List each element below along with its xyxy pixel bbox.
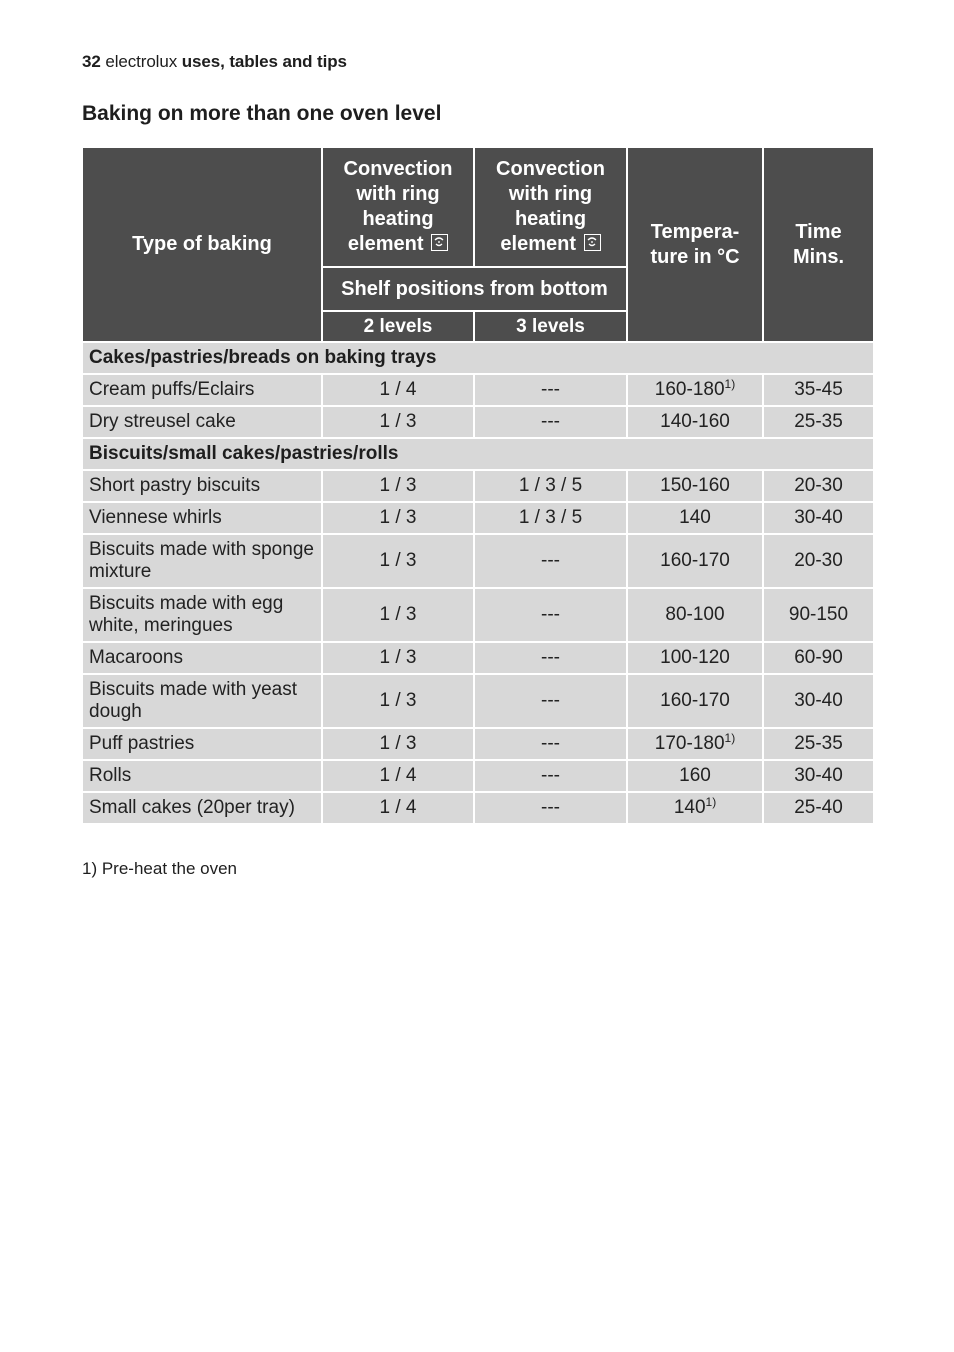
cell-time — [763, 760, 874, 792]
cell-temperature — [627, 588, 763, 642]
cell-time — [763, 406, 874, 438]
cell-time-text: 60-90 — [794, 647, 843, 668]
cell-type-of-baking-text: Small cakes (20per tray) — [89, 797, 295, 818]
cell-time — [763, 674, 874, 728]
cell-2-levels-text: 1 / 3 — [379, 690, 417, 711]
cell-temperature-text: 160-170 — [660, 550, 730, 571]
cell-type-of-baking — [82, 642, 322, 674]
cell-temperature-text: 80-100 — [665, 604, 725, 625]
table-row — [82, 642, 874, 674]
cell-type-of-baking — [82, 674, 322, 728]
cell-type-of-baking — [82, 470, 322, 502]
cell-2-levels — [322, 374, 474, 406]
cell-2-levels-text: 1 / 3 — [379, 604, 417, 625]
cell-2-levels — [322, 406, 474, 438]
cell-2-levels-text: 1 / 4 — [379, 379, 417, 400]
table-row — [82, 502, 874, 534]
cell-temperature — [627, 760, 763, 792]
cell-type-of-baking-text: Viennese whirls — [89, 507, 222, 528]
table-row — [82, 728, 874, 760]
cell-type-of-baking — [82, 374, 322, 406]
cell-3-levels-text: 1 / 3 / 5 — [518, 507, 583, 528]
cell-2-levels — [322, 534, 474, 588]
cell-3-levels-text: --- — [541, 690, 560, 711]
cell-type-of-baking — [82, 760, 322, 792]
cell-temperature-text: 140 — [679, 507, 711, 528]
table-body — [82, 342, 874, 824]
cell-temperature — [627, 502, 763, 534]
section-name: uses, tables and tips — [181, 52, 347, 71]
cell-2-levels — [322, 792, 474, 824]
cell-time-text: 30-40 — [794, 507, 843, 528]
cell-3-levels — [474, 406, 627, 438]
cell-type-of-baking-text: Dry streusel cake — [89, 411, 236, 432]
cell-3-levels — [474, 374, 627, 406]
cell-temperature — [627, 406, 763, 438]
cell-3-levels — [474, 534, 627, 588]
group-row — [82, 438, 874, 470]
cell-3-levels-text: --- — [541, 604, 560, 625]
header-2-levels: 2 levels — [322, 311, 474, 342]
cell-time-text: 25-40 — [794, 797, 843, 818]
cell-3-levels — [474, 502, 627, 534]
cell-temperature-text: 160-180 — [654, 379, 725, 400]
cell-2-levels-text: 1 / 4 — [379, 765, 417, 786]
cell-temperature-text: 140 — [673, 797, 706, 818]
cell-type-of-baking-text: Rolls — [89, 765, 132, 786]
cell-2-levels-text: 1 / 3 — [379, 507, 417, 528]
cell-temperature-text: 100-120 — [660, 647, 730, 668]
cell-temperature-text: 170-180 — [654, 733, 725, 754]
table-row — [82, 406, 874, 438]
header-temperature: Tempera-ture in °C — [627, 147, 763, 342]
footnote-marker: 1) — [724, 377, 736, 391]
cell-temperature-text: 140-160 — [660, 411, 730, 432]
cell-temperature-text: 160 — [679, 765, 711, 786]
cell-time-text: 20-30 — [794, 475, 843, 496]
header-type: Type of baking — [82, 147, 322, 342]
table-row — [82, 534, 874, 588]
cell-type-of-baking-text: Biscuits made with sponge mixture — [89, 539, 314, 582]
cell-time — [763, 374, 874, 406]
header-convection-2: Convection with ring heating element — [322, 147, 474, 267]
footnote: 1) Pre-heat the oven — [82, 859, 237, 878]
table-row — [82, 792, 874, 824]
cell-2-levels-text: 1 / 3 — [379, 411, 417, 432]
cell-3-levels-text: --- — [541, 550, 560, 571]
cell-2-levels — [322, 674, 474, 728]
cell-3-levels-text: --- — [541, 411, 560, 432]
cell-2-levels-text: 1 / 3 — [379, 550, 417, 571]
cell-type-of-baking — [82, 502, 322, 534]
fan-ring-heating-icon — [584, 234, 601, 251]
cell-time-text: 20-30 — [794, 550, 843, 571]
fan-ring-heating-icon — [431, 234, 448, 251]
cell-2-levels — [322, 728, 474, 760]
cell-type-of-baking-text: Biscuits made with yeast dough — [89, 679, 298, 722]
cell-time-text: 30-40 — [794, 765, 843, 786]
cell-temperature — [627, 470, 763, 502]
cell-2-levels — [322, 502, 474, 534]
cell-3-levels-text: --- — [541, 733, 560, 754]
cell-3-levels-text: 1 / 3 / 5 — [518, 475, 583, 496]
cell-2-levels-text: 1 / 3 — [379, 733, 417, 754]
footnote-marker: 1) — [705, 795, 717, 809]
header-convection-3: Convection with ring heating element — [474, 147, 627, 267]
cell-3-levels — [474, 760, 627, 792]
table-row — [82, 588, 874, 642]
cell-3-levels — [474, 674, 627, 728]
cell-time — [763, 642, 874, 674]
cell-type-of-baking-text: Short pastry biscuits — [89, 475, 261, 496]
cell-time-text: 35-45 — [794, 379, 843, 400]
page-header — [82, 52, 347, 72]
cell-type-of-baking-text: Macaroons — [89, 647, 183, 668]
cell-time — [763, 792, 874, 824]
cell-3-levels — [474, 728, 627, 760]
header-shelf-positions: Shelf positions from bottom — [322, 267, 627, 311]
baking-table — [81, 146, 875, 825]
cell-time-text: 25-35 — [794, 411, 843, 432]
page-title: Baking on more than one oven level — [82, 102, 442, 125]
cell-temperature-text: 150-160 — [660, 475, 730, 496]
cell-3-levels-text: --- — [541, 765, 560, 786]
group-title: Cakes/pastries/breads on baking trays — [82, 342, 874, 374]
cell-temperature — [627, 534, 763, 588]
table-row — [82, 760, 874, 792]
cell-time — [763, 588, 874, 642]
cell-type-of-baking-text: Biscuits made with egg white, meringues — [89, 593, 284, 636]
cell-temperature-text: 160-170 — [660, 690, 730, 711]
table-row — [82, 374, 874, 406]
cell-temperature — [627, 728, 763, 760]
cell-type-of-baking — [82, 728, 322, 760]
group-title: Biscuits/small cakes/pastries/rolls — [82, 438, 874, 470]
cell-type-of-baking — [82, 534, 322, 588]
footnote-marker: 1) — [724, 731, 736, 745]
group-row — [82, 342, 874, 374]
cell-type-of-baking-text: Puff pastries — [89, 733, 195, 754]
cell-type-of-baking-text: Cream puffs/Eclairs — [89, 379, 255, 400]
cell-2-levels — [322, 760, 474, 792]
cell-type-of-baking — [82, 792, 322, 824]
brand-name: electrolux — [105, 52, 178, 71]
cell-3-levels — [474, 642, 627, 674]
cell-2-levels-text: 1 / 3 — [379, 647, 417, 668]
cell-3-levels — [474, 792, 627, 824]
cell-2-levels — [322, 588, 474, 642]
cell-temperature — [627, 674, 763, 728]
cell-time-text: 25-35 — [794, 733, 843, 754]
cell-temperature — [627, 792, 763, 824]
page-number: 32 — [82, 52, 101, 71]
cell-time — [763, 728, 874, 760]
cell-time-text: 30-40 — [794, 690, 843, 711]
cell-time — [763, 502, 874, 534]
cell-type-of-baking — [82, 406, 322, 438]
cell-type-of-baking — [82, 588, 322, 642]
table-row — [82, 470, 874, 502]
table-row — [82, 674, 874, 728]
cell-2-levels — [322, 470, 474, 502]
cell-3-levels — [474, 470, 627, 502]
cell-2-levels — [322, 642, 474, 674]
cell-3-levels-text: --- — [541, 647, 560, 668]
cell-time-text: 90-150 — [788, 604, 849, 625]
header-3-levels: 3 levels — [474, 311, 627, 342]
cell-time — [763, 534, 874, 588]
cell-3-levels — [474, 588, 627, 642]
cell-temperature — [627, 374, 763, 406]
cell-temperature — [627, 642, 763, 674]
cell-3-levels-text: --- — [541, 797, 560, 818]
cell-2-levels-text: 1 / 3 — [379, 475, 417, 496]
header-time: Time Mins. — [763, 147, 874, 342]
cell-time — [763, 470, 874, 502]
cell-2-levels-text: 1 / 4 — [379, 797, 417, 818]
cell-3-levels-text: --- — [541, 379, 560, 400]
